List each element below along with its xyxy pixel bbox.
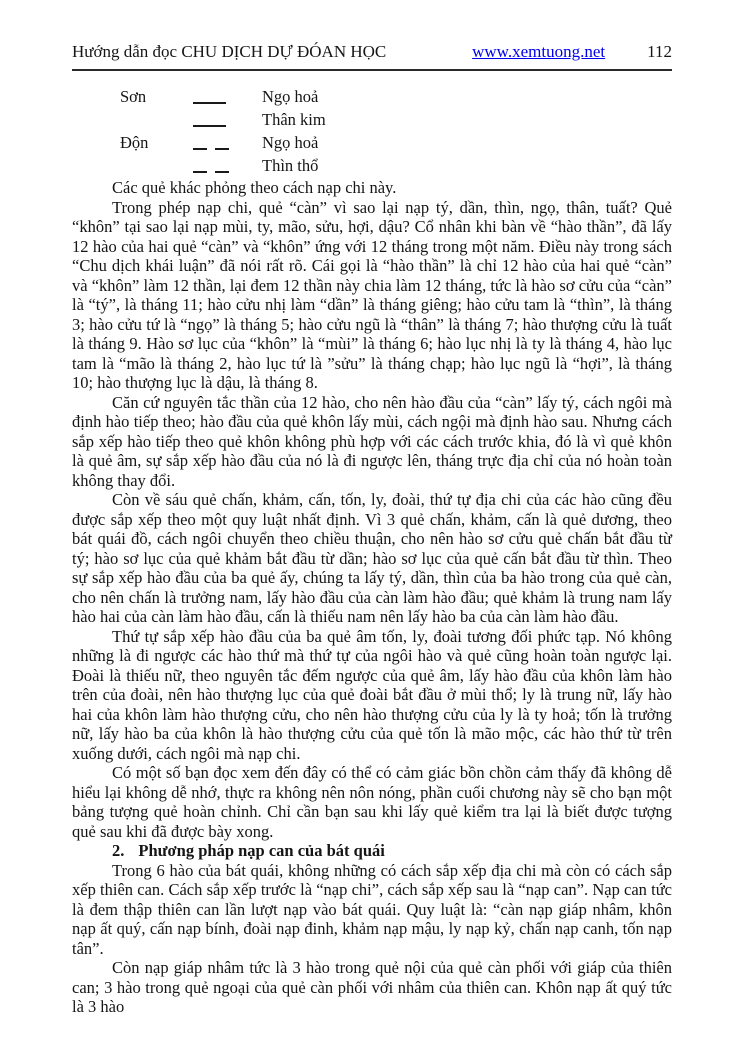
hexagram-diagram [120,84,672,176]
paragraph: Có một số bạn đọc xem đến đây có thể có cảm giác bồn chồn cảm thấy đã không dễ hiểu lại không dễ nhớ, thực ra không nên nôn nóng, phần cuối chương này sẽ cho bạn một bảng tượng quẻ hoàn chỉnh. Chỉ cần bạn sau khi lấy quẻ kiểm tra lại là biết được tượng quẻ sau khi đã được bày xong. [72,763,672,841]
paragraph: Thứ tự sắp xếp hào đầu của ba quẻ âm tốn, ly, đoài tương đối phức tạp. Nó không những là đi ngược các hào thứ mà thứ tự của ngôi hào và quẻ cũng hoàn toàn ngược lại. Đoài là thiếu nữ, theo nguyên tắc đếm ngược của quẻ âm, lấy hào đầu của khôn làm hào trên của đoài, nên hào thượng lục của quẻ đoài bắt đầu ở mùi thổ; ly là trung nữ, lấy hào hai của khôn làm hào thượng cửu, cho nên hào thượng cửu của ly là ty hoả; tốn là trưởng nữ, lấy hào ba của khôn là hào thượng cửu của quẻ tốn là mão mộc, các hào thứ từ trên xuống dưới, cách ngôi mà nạp chi. [72,626,672,763]
header-right [472,42,672,62]
hexagram-line-annotation: Thìn thổ [262,156,319,175]
section-title: Phương pháp nạp can của bát quái [138,841,385,860]
hexagram-label: Sơn [120,87,147,106]
hexagram-row [120,84,672,107]
hexagram-line-annotation: Ngọ hoả [262,133,319,152]
hexagram-row [120,130,672,153]
page-number: 112 [647,42,672,61]
paragraph: Còn nạp giáp nhâm tức là 3 hào trong quẻ nội của quẻ càn phối với giáp của thiên can; 3 hào trong quẻ ngoại của quẻ càn phối với nhâm của thiên can. Khôn nạp ất quý tức là 3 hào [72,958,672,1016]
solid-line-icon [193,102,262,107]
hexagram-row [120,153,672,176]
hexagram-line-annotation: Ngọ hoả [262,87,319,106]
paragraph: Trong 6 hào của bát quái, không những có cách sắp xếp địa chi mà còn có cách sắp xếp thiên can. Cách sắp xếp trước là “nạp chi”, cách sắp xếp sau là “nạp can”. Nạp can tức là đem thập thiên can lần lượt nạp vào bát quái. Quy luật là: “càn nạp giáp nhâm, khôn nạp ất quý, cấn nạp bính, đoài nạp đinh, khảm nạp mậu, ly nạp kỷ, chấn nạp canh, tốn nạp tân”. [72,860,672,958]
solid-line-icon [193,125,262,130]
broken-line-icon [193,171,262,176]
body-text [72,178,672,1017]
hexagram-label: Độn [120,133,149,152]
section-number: 2. [112,841,125,860]
header-title: Hướng dẫn đọc CHU DỊCH DỰ ĐÓAN HỌC [72,42,387,61]
hexagram-row [120,107,672,130]
page-header [72,42,672,62]
hexagram-caption: Các quẻ khác phỏng theo cách nạp chi này. [112,178,397,197]
header-divider [72,69,672,71]
broken-line-icon [193,148,262,153]
hexagram-line-annotation: Thân kim [262,110,326,129]
paragraph: Còn về sáu quẻ chấn, khảm, cấn, tốn, ly, đoài, thứ tự địa chi của các hào cũng đều được sắp xếp theo một quy luật nhất định. Vì 3 quẻ chấn, khảm, cấn là quẻ dương, theo bát quái đồ, cách ngôi chuyển theo chiều thuận, cho nên hào sơ cửu quẻ chấn bắt đầu từ tý; hào sơ lục của quẻ khảm bắt đầu từ dần; hào sơ lục của quẻ cấn bắt đầu từ thìn. Theo sự sắp xếp hào đầu của ba quẻ ấy, chúng ta lấy tý, dần, thìn của ba hào trong của quẻ càn, cho nên chấn là trưởng nam, lấy hào đầu của càn làm hào đầu; quẻ khảm là trung nam lấy hào hai của càn làm hào đầu, cấn là thiếu nam nên lấy hào ba của càn làm hào đầu. [72,490,672,626]
paragraph: Căn cứ nguyên tắc thần của 12 hào, cho nên hào đầu của “càn” lấy tý, cách ngôi mà định hào tiếp theo; hào đầu của quẻ khôn lấy mùi, cách ngội mà định hào sau. Nhưng cách sắp xếp hào tiếp theo quẻ khôn không phù hợp với các cách trước khia, đó là vì quẻ khôn là quẻ âm, sự sắp xếp hào đầu của nó là đi ngược lên, tháng trực địa chỉ của nó hoàn toàn không thay đổi. [72,392,672,490]
section-heading [72,841,672,861]
website-link[interactable]: www.xemtuong.net [472,42,606,61]
paragraph: Trong phép nạp chi, quẻ “càn” vì sao lại nạp tý, dần, thìn, ngọ, thân, tuất? Quẻ “khôn” tại sao lại nạp mùi, ty, mão, sửu, hợi, dậu? Cổ nhân khi bàn về “hào thần”, đã lấy 12 hào của hai quẻ “càn” và “khôn” ứng với 12 tháng trong một năm. Điều này trong sách “Chu dịch khái luận” đã nói rất rõ. Cái gọi là “hào thần” là chỉ 12 hào của hai quẻ “càn” và “khôn” làm 12 thần, lại đem 12 thần này chia làm 12 tháng, tức là hào sơ cửu của “càn” là “tý”, là tháng 11; hào cửu nhị làm “dần” là tháng giêng; hào cửu tam là “thìn”, là tháng 3; hào cửu tứ là “ngọ” là tháng 5; hào cửu ngũ là “thân” là tháng 7; hào thượng cửu là tuất là tháng 9. Hào sơ lục của “khôn” là “mùi” là tháng 6; hào lục nhị là ty là tháng 4, hào lục tam là “mão là tháng 2, hào lục tứ là ”sửu” là tháng chạp; hào lục ngũ là “hợi”, là tháng 10; hào thượng lục là dậu, là tháng 8. [72,197,672,392]
